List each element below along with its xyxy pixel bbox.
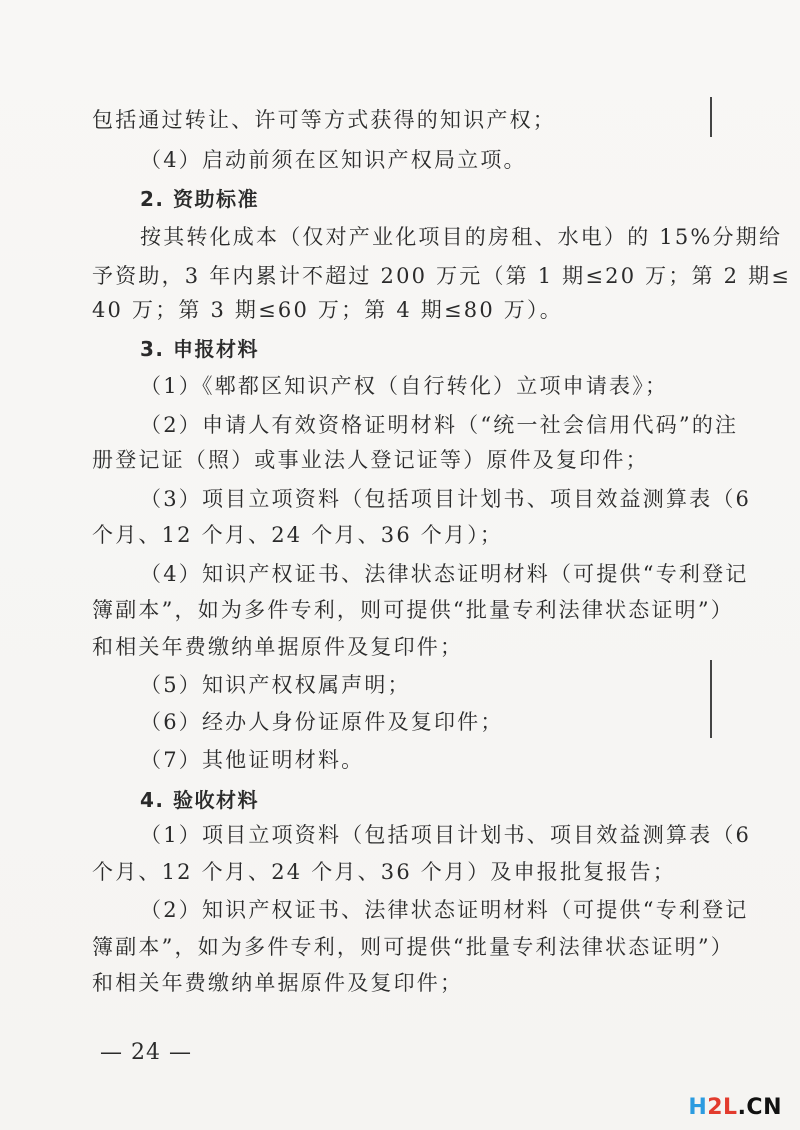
body-line: （7）其他证明材料。	[140, 748, 365, 772]
body-line: （2）知识产权证书、法律状态证明材料（可提供“专利登记	[140, 898, 749, 922]
section-heading: 4. 验收材料	[140, 788, 259, 812]
margin-mark-top	[710, 97, 712, 137]
body-line: （2）申请人有效资格证明材料（“统一社会信用代码”的注	[140, 413, 739, 437]
body-line: 簿副本”，如为多件专利，则可提供“批量专利法律状态证明”）	[92, 935, 735, 959]
watermark-part: 2L	[707, 1095, 738, 1120]
section-heading: 3. 申报材料	[140, 337, 259, 361]
body-line: （4）知识产权证书、法律状态证明材料（可提供“专利登记	[140, 562, 749, 586]
body-line: （1）《郫都区知识产权（自行转化）立项申请表》；	[140, 374, 669, 398]
page-number: — 24 —	[100, 1040, 192, 1065]
body-line: 簿副本”，如为多件专利，则可提供“批量专利法律状态证明”）	[92, 598, 735, 622]
body-line: （3）项目立项资料（包括项目计划书、项目效益测算表（6	[140, 487, 752, 511]
section-heading: 2. 资助标准	[140, 187, 259, 211]
body-line: 个月、12 个月、24 个月、36 个月）；	[92, 523, 504, 547]
body-line: （6）经办人身份证原件及复印件；	[140, 710, 504, 734]
body-line: 包括通过转让、许可等方式获得的知识产权；	[92, 108, 556, 132]
body-line: 予资助，3 年内累计不超过 200 万元（第 1 期≤20 万；第 2 期≤	[92, 264, 792, 288]
body-line: 和相关年费缴纳单据原件及复印件；	[92, 971, 464, 995]
body-line: （4）启动前须在区知识产权局立项。	[140, 148, 527, 172]
body-line: 册登记证（照）或事业法人登记证等）原件及复印件；	[92, 448, 649, 472]
body-line: （1）项目立项资料（包括项目计划书、项目效益测算表（6	[140, 823, 752, 847]
body-line: 个月、12 个月、24 个月、36 个月）及申报批复报告；	[92, 860, 676, 884]
body-line: 和相关年费缴纳单据原件及复印件；	[92, 635, 464, 659]
margin-mark-bottom	[710, 660, 712, 738]
body-line: （5）知识产权权属声明；	[140, 673, 411, 697]
watermark-part: H	[688, 1095, 708, 1120]
body-line: 按其转化成本（仅对产业化项目的房租、水电）的 15%分期给	[140, 225, 783, 249]
watermark-logo	[688, 1095, 782, 1120]
watermark-part: .CN	[737, 1095, 782, 1120]
body-line: 40 万；第 3 期≤60 万；第 4 期≤80 万）。	[92, 298, 563, 322]
